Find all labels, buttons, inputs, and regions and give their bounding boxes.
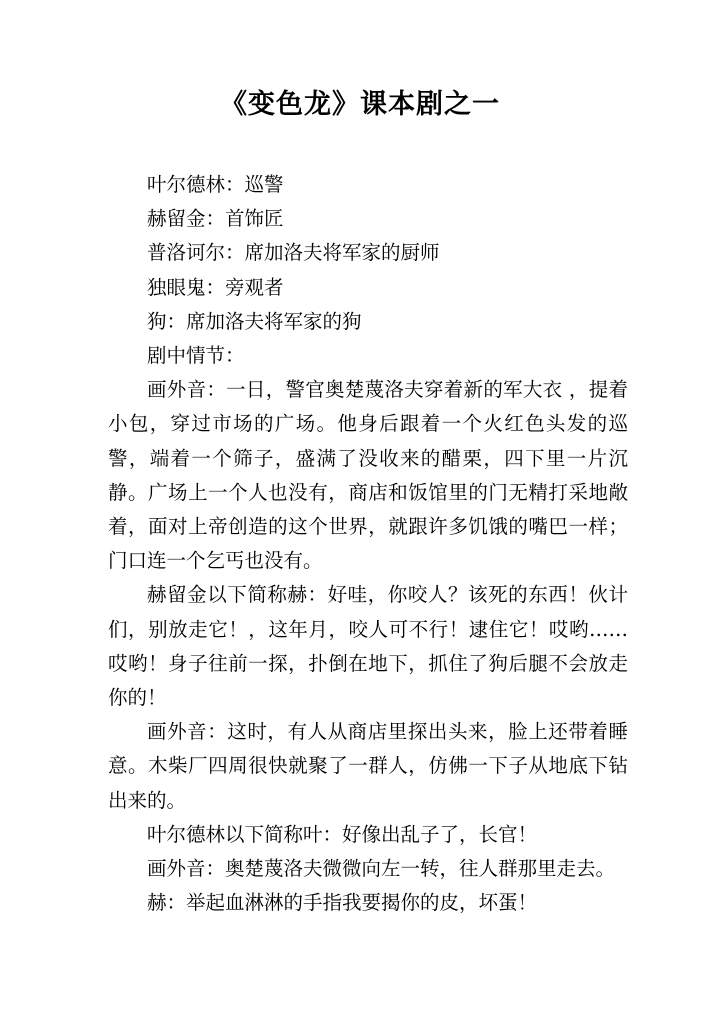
section-heading: 剧中情节： [147,344,245,368]
document-title: 《变色龙》课本剧之一 [220,89,500,120]
cast-line: 普洛诃尔：席加洛夫将军家的厨师 [147,241,440,265]
script-paragraph: 画外音：这时，有人从商店里探出头来，脸上还带着睡意。木柴厂四周很快就聚了一群人，仿佛一下子从地底下钻出来的。 [108,720,628,812]
cast-line: 叶尔德林：巡警 [147,173,284,196]
cast-line: 独眼鬼：旁观者 [147,275,284,299]
cast-line: 狗：席加洛夫将军家的狗 [147,309,362,333]
script-paragraph: 画外音：奥楚蔑洛夫微微向左一转，往人群那里走去。 [147,857,616,881]
cast-line: 赫留金：首饰匠 [147,207,284,231]
script-paragraph: 赫：举起血淋淋的手指我要揭你的皮，坏蛋！ [147,891,538,915]
script-paragraph: 叶尔德林以下简称叶：好像出乱子了，长官！ [147,822,538,846]
script-paragraph: 画外音：一日，警官奥楚蔑洛夫穿着新的军大衣 ，提着小包，穿过市场的广场。他身后跟着一个火红色头发的巡警，端着一个筛子，盛满了没收来的醋栗，四下里一片沉静。广场上一个人也没有，商店和饭馆里的门无精打采地敞着，面对上帝创造的这个世界，就跟许多饥饿的嘴巴一样；门口连一个乞丐也没有。 [108,378,628,573]
document-body [108,168,628,920]
script-paragraph: 赫留金以下简称赫：好哇，你咬人？该死的东西！伙计们，别放走它！，这年月，咬人可不行！逮住它！哎哟……哎哟！身子往前一探，扑倒在地下，抓住了狗后腿不会放走你的！ [108,583,628,710]
